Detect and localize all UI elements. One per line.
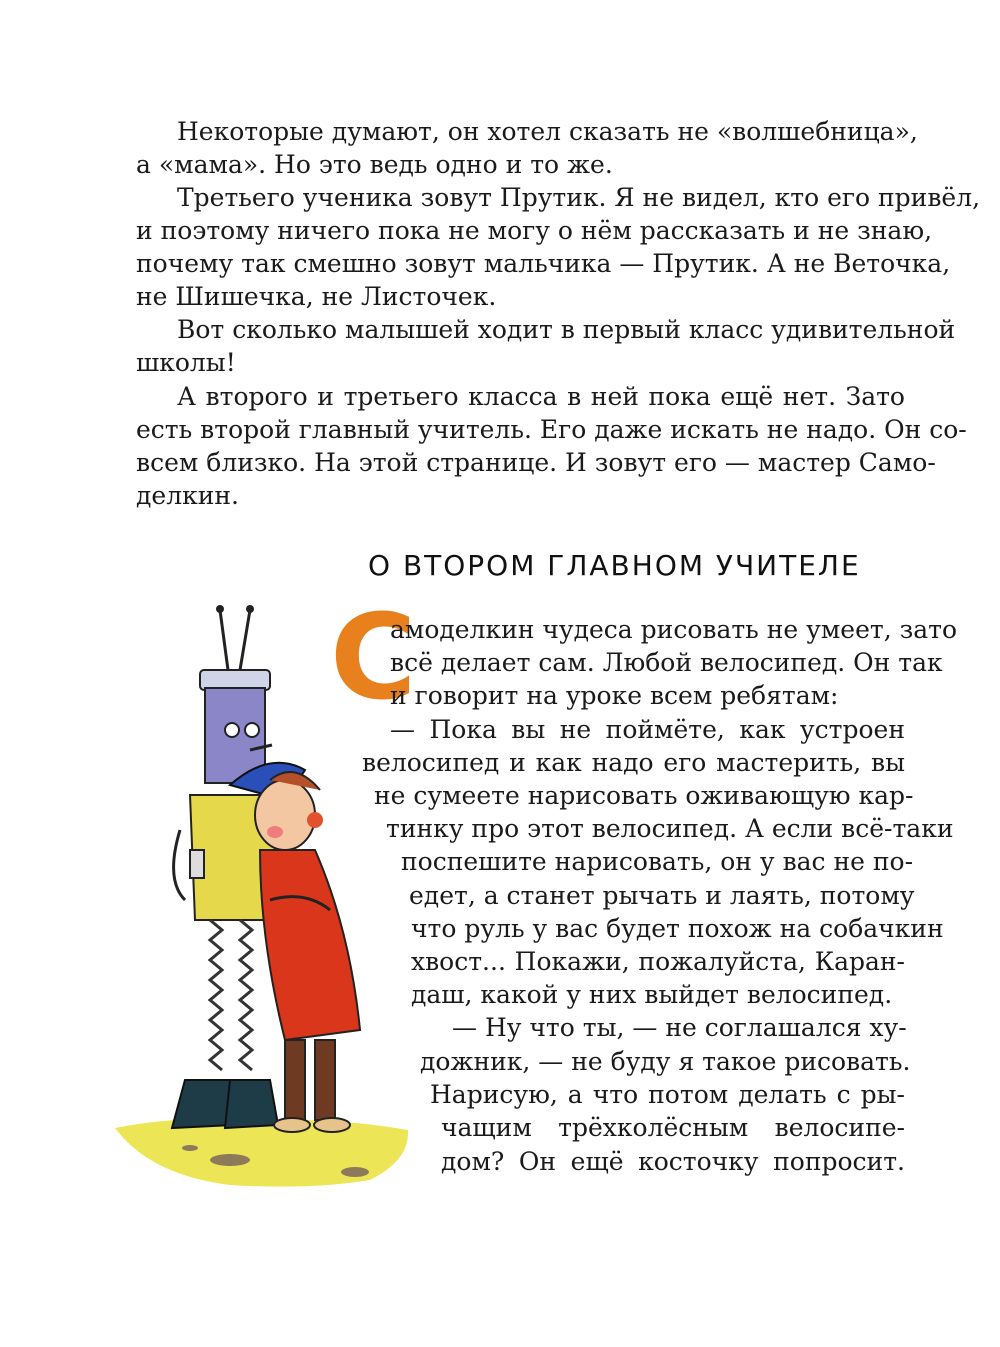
- text-line: даш, какой у них выйдет велосипед.: [411, 980, 893, 1009]
- text-line: школы!: [136, 348, 236, 377]
- text-line: чащим трёхколёсным велосипе-: [441, 1113, 905, 1142]
- text-line: делкин.: [136, 481, 239, 510]
- text-line: Нарисую, а что потом делать с ры-: [430, 1080, 905, 1109]
- drop-cap: С: [330, 588, 417, 726]
- text-line: есть второй главный учитель. Его даже искать не надо. Он со-: [136, 415, 967, 444]
- samodelkin-illustration: [110, 600, 410, 1200]
- text-line: Некоторые думают, он хотел сказать не «волшебница»,: [177, 117, 918, 146]
- text-line: Третьего ученика зовут Прутик. Я не видел, кто его привёл,: [177, 183, 981, 212]
- text-line: не сумеете нарисовать оживающую кар-: [374, 781, 914, 810]
- text-line: всем близко. На этой странице. И зовут его — мастер Само-: [136, 448, 936, 477]
- text-line: — Пока вы не поймёте, как устроен: [390, 715, 905, 744]
- text-line: почему так смешно зовут мальчика — Прутик. А не Веточка,: [136, 249, 951, 278]
- text-line: А второго и третьего класса в ней пока ещё нет. Зато: [177, 382, 905, 411]
- text-line: хвост... Покажи, пожалуйста, Каран-: [411, 947, 905, 976]
- text-line: что руль у вас будет похож на собачкин: [411, 914, 944, 943]
- text-line: Вот сколько малышей ходит в первый класс удивительной: [177, 315, 956, 344]
- text-line: тинку про этот велосипед. А если всё-таки: [386, 814, 954, 843]
- text-line: поспешите нарисовать, он у вас не по-: [401, 847, 914, 876]
- text-line: едет, а станет рычать и лаять, потому: [409, 881, 915, 910]
- text-line: амоделкин чудеса рисовать не умеет, зато: [390, 615, 958, 644]
- text-line: всё делает сам. Любой велосипед. Он так: [390, 648, 943, 677]
- text-line: и говорит на уроке всем ребятам:: [390, 681, 839, 710]
- text-line: — Ну что ты, — не соглашался ху-: [452, 1013, 907, 1042]
- text-line: дом? Он ещё косточку попросит.: [441, 1147, 905, 1176]
- text-line: а «мама». Но это ведь одно и то же.: [136, 150, 613, 179]
- text-line: не Шишечка, не Листочек.: [136, 282, 497, 311]
- text-line: и поэтому ничего пока не могу о нём рассказать и не знаю,: [136, 216, 933, 245]
- section-heading: О ВТОРОМ ГЛАВНОМ УЧИТЕЛЕ: [368, 549, 861, 582]
- text-line: велосипед и как надо его мастерить, вы: [362, 748, 905, 777]
- text-line: дожник, — не буду я такое рисовать.: [420, 1047, 911, 1076]
